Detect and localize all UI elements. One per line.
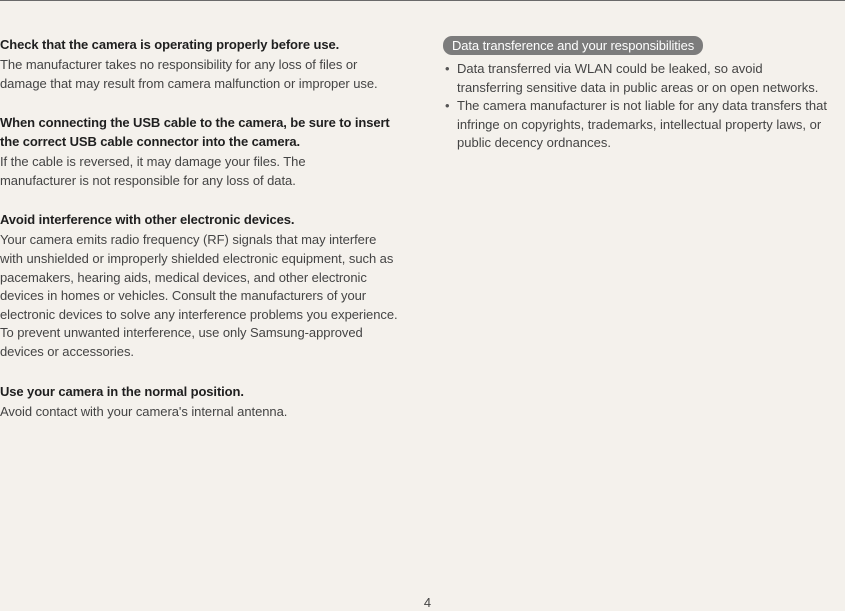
- section-body: Your camera emits radio frequency (RF) signals that may interfere with unshielded or improperly shielded electronic equipment, such as pacemakers, hearing aids, medical devices, and other electronic devices in homes or vehicles. Consult the manufacturers of your electronic devices to solve any interference problems you experience. To prevent unwanted interference, use only Samsung-approved devices or accessories.: [0, 232, 398, 359]
- section-title: Check that the camera is operating properly before use.: [0, 37, 340, 52]
- page-number: 4: [423, 595, 432, 610]
- left-column: [0, 35, 405, 441]
- data-transference-heading: Data transference and your responsibilities: [443, 36, 703, 55]
- section-interference: [0, 210, 405, 361]
- section-title: When connecting the USB cable to the camera, be sure to insert the correct USB cable connector into the camera.: [0, 115, 390, 150]
- responsibilities-list: [443, 60, 843, 153]
- section-body: Avoid contact with your camera's internal antenna.: [0, 403, 288, 419]
- section-body: The manufacturer takes no responsibility for any loss of files or damage that may result from camera malfunction or improper use.: [0, 57, 378, 91]
- top-divider: [0, 0, 845, 1]
- section-title: Use your camera in the normal position.: [0, 383, 244, 399]
- section-usb-cable: [0, 113, 405, 190]
- section-title: Avoid interference with other electronic devices.: [0, 212, 295, 228]
- list-item: • Data transferred via WLAN could be leaked, so avoid transferring sensitive data in public areas or on open networks.: [443, 60, 827, 97]
- section-operating-check: [0, 35, 405, 93]
- right-column: [443, 36, 843, 153]
- section-normal-position: [0, 382, 405, 422]
- list-item: • The camera manufacturer is not liable for any data transfers that infringe on copyrights, trademarks, intellectual property laws, or public decency ordnances.: [443, 97, 843, 153]
- section-body: If the cable is reversed, it may damage your files. The manufacturer is not responsible for any loss of data.: [0, 154, 306, 188]
